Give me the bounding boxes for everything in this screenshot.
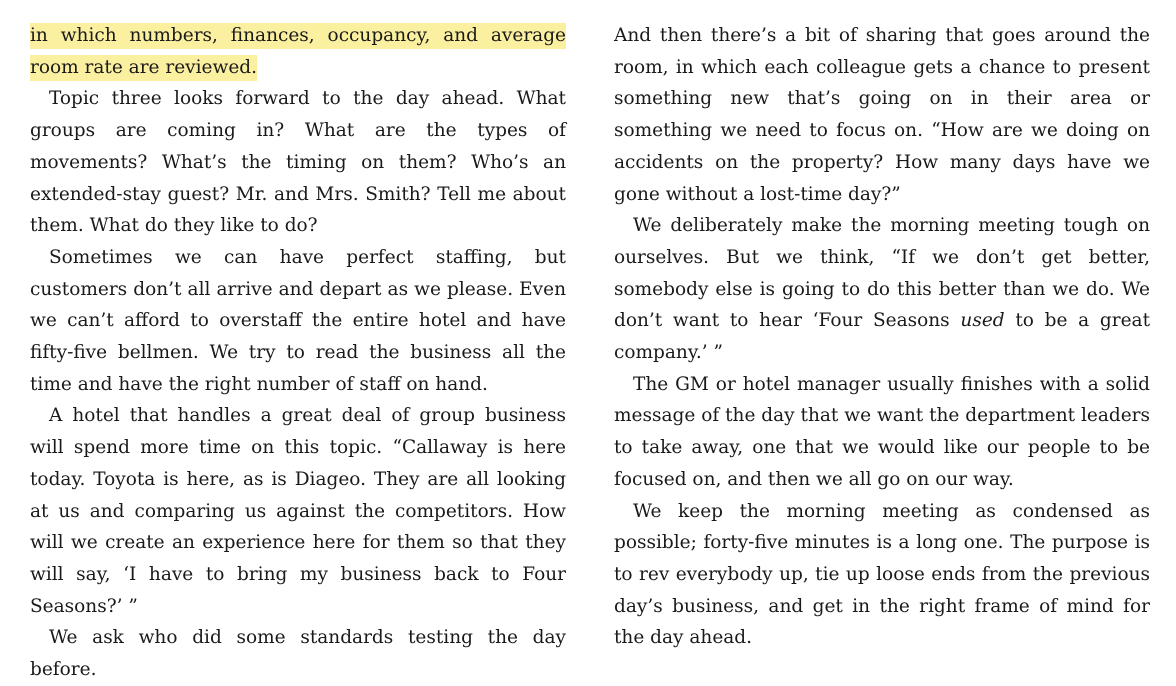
paragraph: A hotel that handles a great deal of group business will spend more time on this topic. “Callaway is here today. Toyota is here, as is Diageo. They are all looking at us and comparing us against the competitors. How will we create an experience here for them so that they will say, ‘I have to bring my business back to Four Seasons?’ ” xyxy=(30,405,566,617)
paragraph-continuation: And then there’s a bit of sharing that goes around the room, in which each colleague gets a chance to present something new that’s going on in their area or something we need to focus on. “How are we doing on accidents on the property? How many days have we gone without a lost-time day?” xyxy=(614,25,1150,205)
paragraph: The GM or hotel manager usually finishes with a solid message of the day that we want the department leaders to take away, one that we would like our people to be focused on, and then we all go on our way. xyxy=(614,373,1150,490)
paragraph: We keep the morning meeting as condensed as possible; forty-five minutes is a long one. The purpose is to rev everybody up, tie up loose ends from the previous day’s business, and get in the right frame of mind for the day ahead. xyxy=(614,500,1150,649)
paragraph-continuation xyxy=(30,20,566,83)
left-column xyxy=(30,20,566,686)
paragraph xyxy=(614,210,1150,369)
paragraph: Topic three looks forward to the day ahead. What groups are coming in? What are the types of movements? What’s the timing on them? Who’s an extended-stay guest? Mr. and Mrs. Smith? Tell me about them. What do they like to do? xyxy=(30,88,566,237)
quote-end: to be a great company.’ ” xyxy=(614,310,1151,364)
paragraph: We ask who did some standards testing the day before. xyxy=(30,627,566,681)
highlighted-passage[interactable]: in which numbers, finances, occupancy, and average room rate are reviewed. xyxy=(30,23,566,81)
paragraph-text: We deliberately make the morning meeting tough on ourselves. But we think, “If we don’t get better, somebody else is going to do this better than we do. We don’t want to hear xyxy=(614,215,1150,332)
paragraph: Sometimes we can have perfect staffing, but customers don’t all arrive and depart as we please. Even we can’t afford to overstaff the entire hotel and have fifty-five bellmen. We try to read the business all the time and have the right number of staff on hand. xyxy=(30,246,566,395)
emphasis-text: used xyxy=(960,310,1005,332)
quote-start: ‘Four Seasons xyxy=(812,310,961,332)
right-column xyxy=(614,20,1150,654)
